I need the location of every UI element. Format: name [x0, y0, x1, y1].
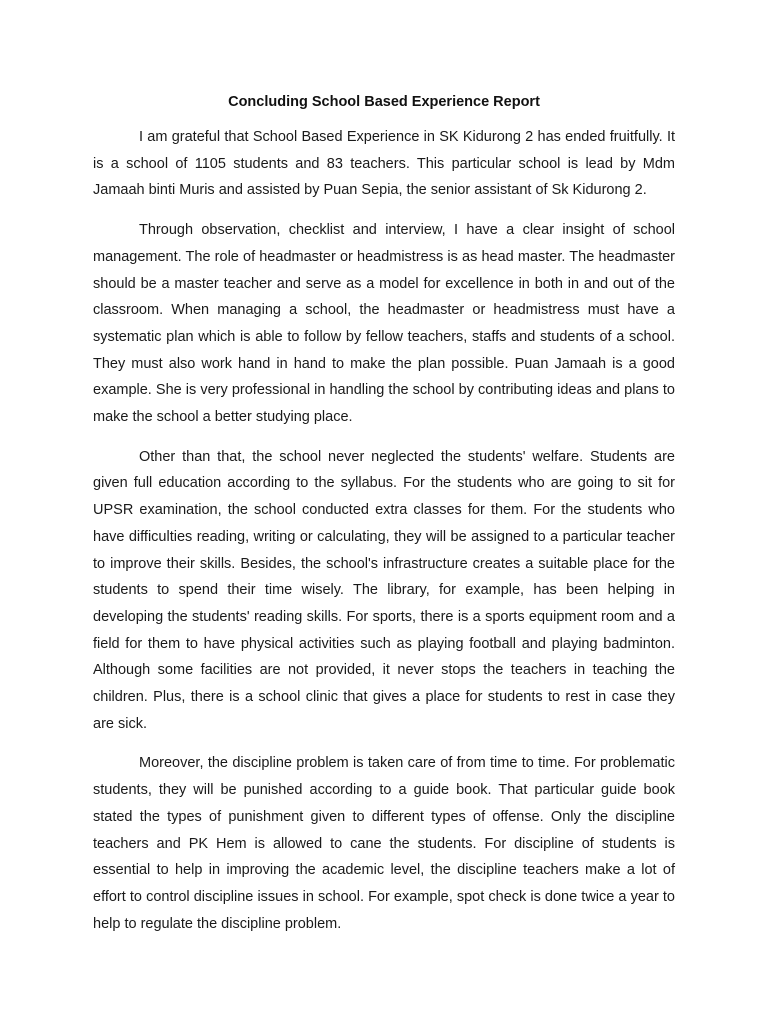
paragraph-school-management: Through observation, checklist and interview, I have a clear insight of school management. The role of headmaster or headmistress is as head master. The headmaster should be a master teacher and serve as a model for excellence in both in and out of the classroom. When managing a school, the headmaster or headmistress must have a systematic plan which is able to follow by fellow teachers, staffs and students of a school. They must also work hand in hand to make the plan possible. Puan Jamaah is a good example. She is very professional in handling the school by contributing ideas and plans to make the school a better studying place. — [93, 222, 675, 426]
document-page — [93, 92, 675, 950]
paragraph-discipline: Moreover, the discipline problem is taken care of from time to time. For problematic students, they will be punished according to a guide book. That particular guide book stated the types of punishment given to different types of offense. Only the discipline teachers and PK Hem is allowed to cane the students. For discipline of students is essential to help in improving the academic level, the discipline teachers make a lot of effort to control discipline issues in school. For example, spot check is done twice a year to help to regulate the discipline problem. — [93, 755, 675, 932]
paragraph-introduction: I am grateful that School Based Experience in SK Kidurong 2 has ended fruitfully. It is a school of 1105 students and 83 teachers. This particular school is lead by Mdm Jamaah binti Muris and assisted by Puan Sepia, the senior assistant of Sk Kidurong 2. — [93, 129, 675, 199]
paragraph-student-welfare: Other than that, the school never neglected the students' welfare. Students are given full education according to the syllabus. For the students who are going to sit for UPSR examination, the school conducted extra classes for them. For the students who have difficulties reading, writing or calculating, they will be assigned to a particular teacher to improve their skills. Besides, the school's infrastructure creates a suitable place for the students to spend their time wisely. The library, for example, has been helping in developing the students' reading skills. For sports, there is a sports equipment room and a field for them to have physical activities such as playing football and playing badminton. Although some facilities are not provided, it never stops the teachers in teaching the children. Plus, there is a school clinic that gives a place for students to rest in case they are sick. — [93, 448, 675, 732]
document-title: Concluding School Based Experience Report — [228, 94, 540, 110]
